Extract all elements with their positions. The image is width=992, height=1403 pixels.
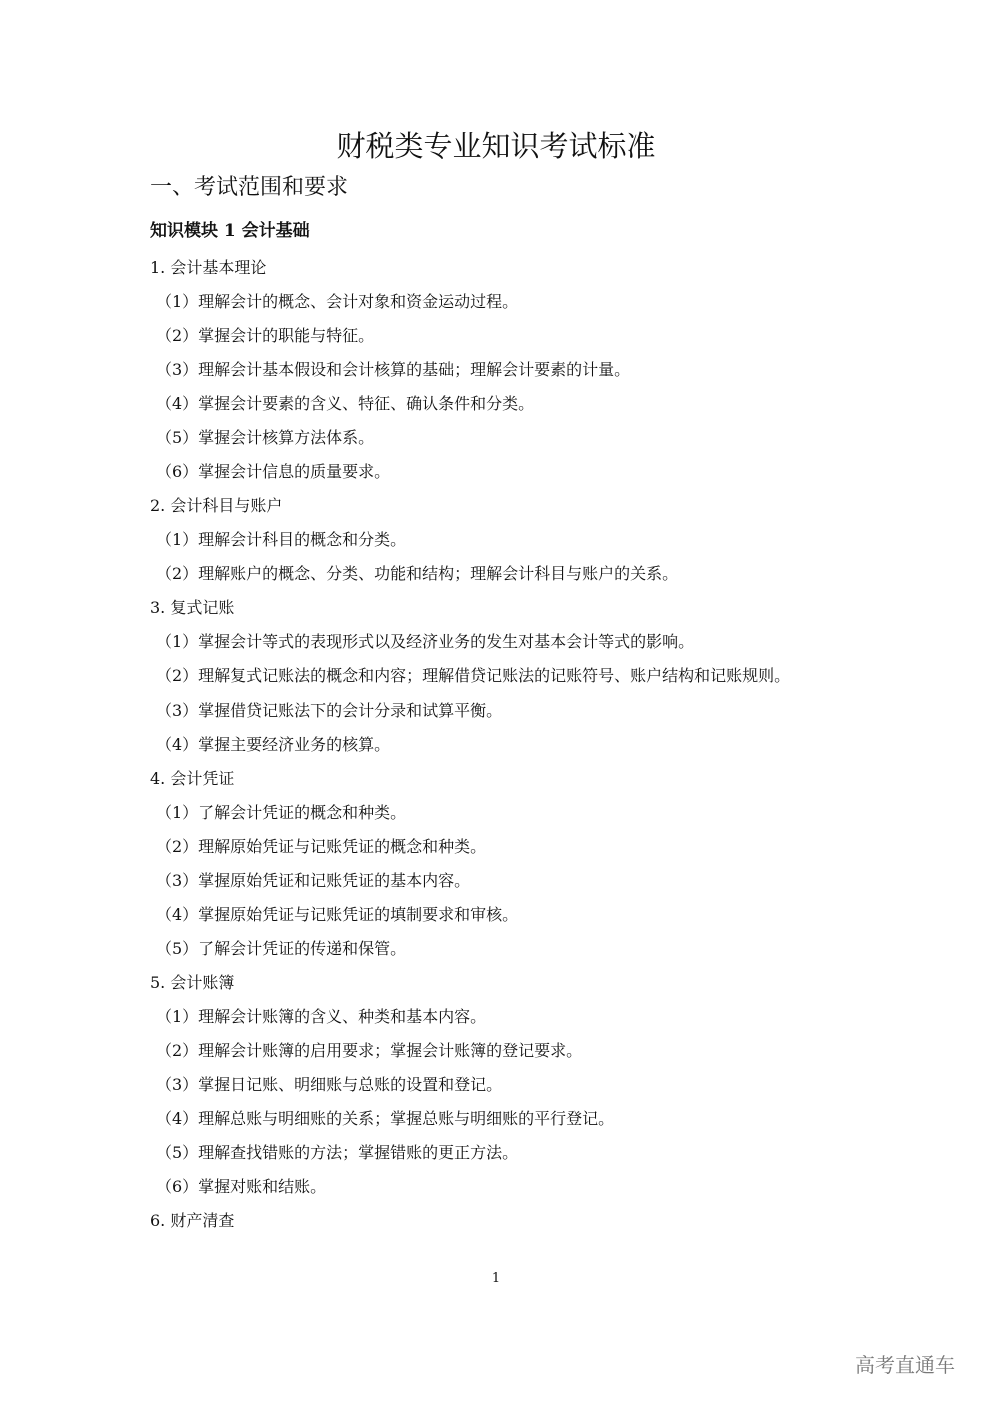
list-item: （2）理解账户的概念、分类、功能和结构；理解会计科目与账户的关系。 (156, 564, 679, 584)
module-heading: 知识模块 1 会计基础 (150, 221, 310, 241)
list-item: （3）掌握日记账、明细账与总账的设置和登记。 (156, 1074, 503, 1094)
list-item: （1）了解会计凭证的概念和种类。 (156, 802, 407, 822)
list-item: （2）理解会计账簿的启用要求；掌握会计账簿的登记要求。 (156, 1040, 583, 1060)
list-item: （5）理解查找错账的方法；掌握错账的更正方法。 (156, 1143, 519, 1163)
list-item: （2）掌握会计的职能与特征。 (156, 326, 375, 346)
list-item: （6）掌握会计信息的质量要求。 (156, 462, 391, 482)
watermark: 高考直通车 (855, 1353, 955, 1377)
list-item: （3）掌握借贷记账法下的会计分录和试算平衡。 (156, 700, 503, 720)
list-item: （3）理解会计基本假设和会计核算的基础；理解会计要素的计量。 (156, 360, 631, 380)
list-item: （6）掌握对账和结账。 (156, 1177, 327, 1197)
subsection-heading: 5. 会计账簿 (150, 972, 235, 992)
list-item: （5）了解会计凭证的传递和保管。 (156, 938, 407, 958)
page-number: 1 (491, 1271, 501, 1286)
list-item: （3）掌握原始凭证和记账凭证的基本内容。 (156, 870, 471, 890)
list-item: （4）掌握原始凭证与记账凭证的填制要求和审核。 (156, 904, 519, 924)
subsection-heading: 2. 会计科目与账户 (150, 496, 283, 516)
subsection-heading: 6. 财产清查 (150, 1211, 235, 1231)
list-item: （1）理解会计的概念、会计对象和资金运动过程。 (156, 292, 519, 312)
list-item: （1）掌握会计等式的表现形式以及经济业务的发生对基本会计等式的影响。 (156, 632, 695, 652)
list-item: （2）理解原始凭证与记账凭证的概念和种类。 (156, 836, 487, 856)
list-item: （1）理解会计科目的概念和分类。 (156, 530, 407, 550)
list-item: （1）理解会计账簿的含义、种类和基本内容。 (156, 1006, 487, 1026)
subsection-heading: 1. 会计基本理论 (150, 258, 267, 277)
list-item: （4）掌握会计要素的含义、特征、确认条件和分类。 (156, 394, 535, 414)
section-heading: 一、考试范围和要求 (150, 175, 349, 200)
list-item: （5）掌握会计核算方法体系。 (156, 428, 375, 448)
list-item: （2）理解复式记账法的概念和内容；理解借贷记账法的记账符号、账户结构和记账规则。 (156, 666, 791, 686)
list-item: （4）理解总账与明细账的关系；掌握总账与明细账的平行登记。 (156, 1109, 615, 1128)
subsection-heading: 4. 会计凭证 (150, 768, 235, 788)
document-title: 财税类专业知识考试标准 (336, 129, 656, 163)
list-item: （4）掌握主要经济业务的核算。 (156, 734, 391, 754)
subsection-heading: 3. 复式记账 (150, 598, 235, 618)
